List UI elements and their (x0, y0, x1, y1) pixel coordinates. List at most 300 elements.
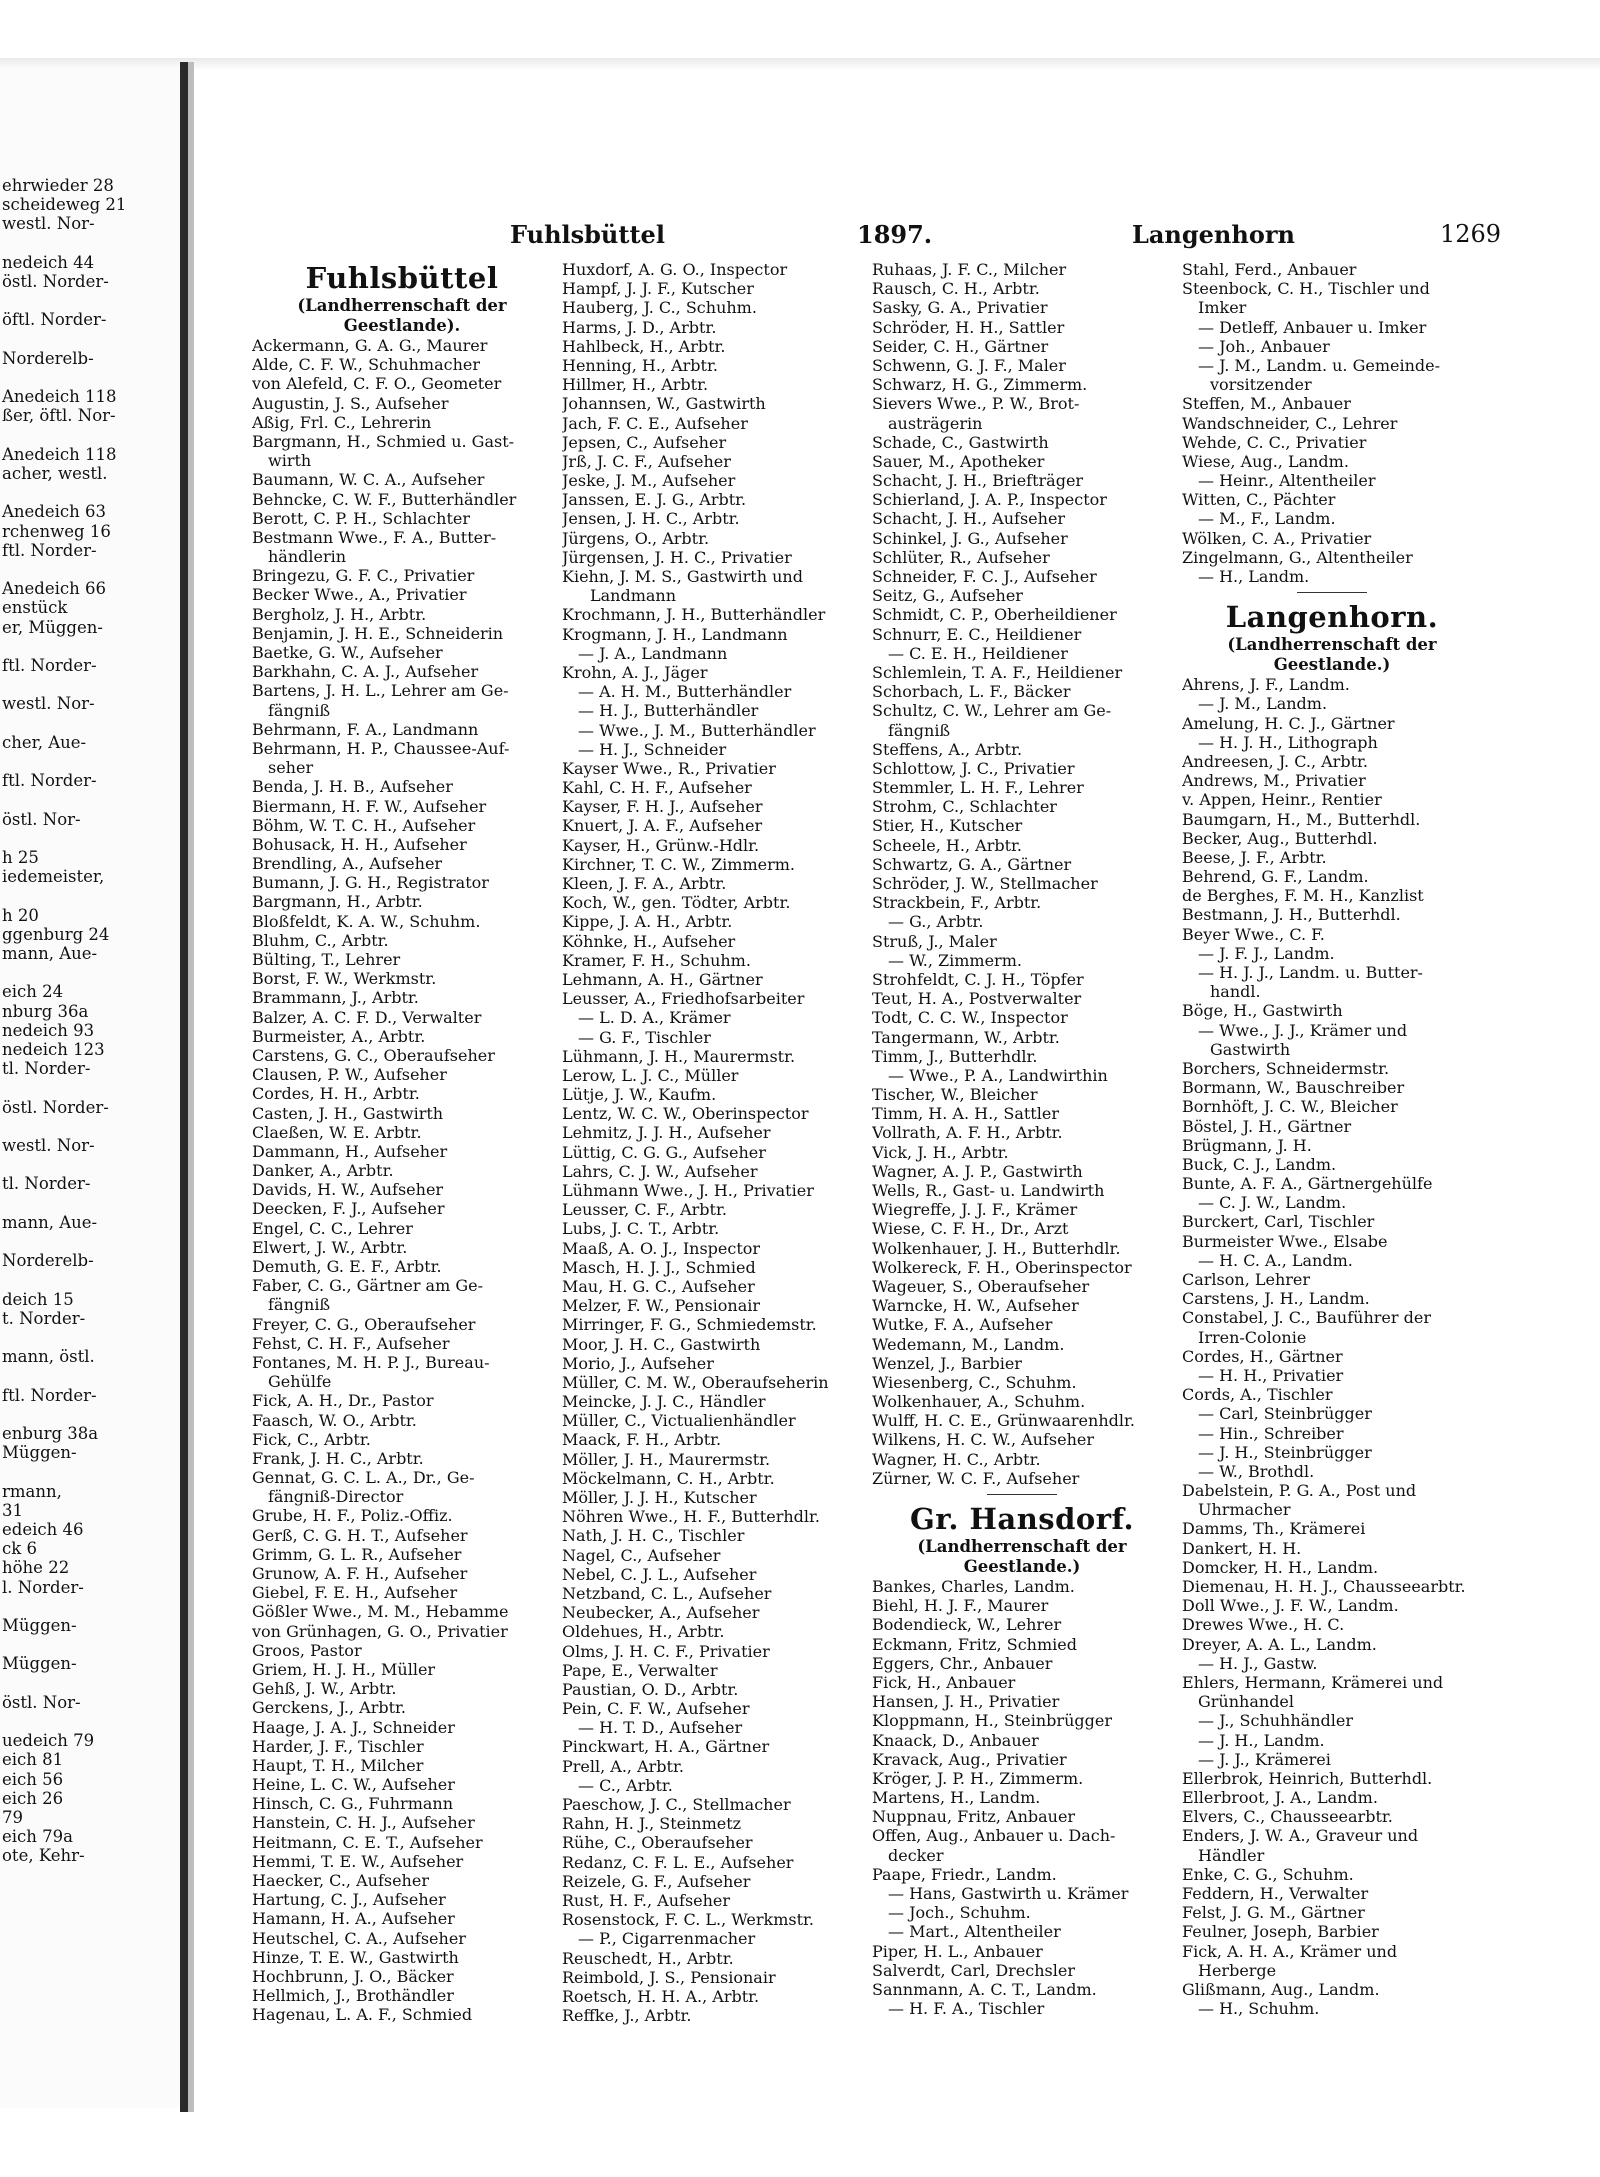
directory-entry: Bankes, Charles, Landm. (872, 1577, 1075, 1596)
directory-entry: Behrmann, F. A., Landmann (252, 719, 479, 739)
directory-entry: Paape, Friedr., Landm. (872, 1864, 1057, 1884)
directory-entry: Tangermann, W., Arbtr. (872, 1027, 1060, 1047)
directory-entry: Nuppnau, Fritz, Anbauer (872, 1807, 1076, 1827)
directory-entry-continuation: — C., Arbtr. (578, 1775, 673, 1795)
directory-entry: Kloppmann, H., Steinbrügger (872, 1711, 1112, 1731)
directory-entry: Eckmann, Fritz, Schmied (872, 1634, 1077, 1654)
directory-entry: Müller, C., Victualienhändler (562, 1411, 796, 1431)
directory-entry: Glißmann, Aug., Landm. (1182, 1979, 1380, 1999)
directory-entry: Redanz, C. F. L. E., Aufseher (562, 1852, 794, 1872)
directory-entry: Bodendieck, W., Lehrer (872, 1615, 1062, 1635)
directory-entry-continuation: — H. F. A., Tischler (888, 1999, 1045, 2019)
directory-entry-continuation: — Wwe., P. A., Landwirthin (888, 1065, 1108, 1085)
directory-entry: Schwenn, G. J. F., Maler (872, 355, 1066, 375)
directory-entry-continuation: austrägerin (888, 413, 983, 433)
directory-entry: Burmeister, A., Arbtr. (252, 1026, 426, 1046)
directory-entry: Koch, W., gen. Tödter, Arbtr. (562, 893, 791, 913)
adjacent-page-text: ftl. Norder- (2, 656, 97, 675)
directory-entry-continuation: händlerin (268, 547, 347, 567)
directory-entry: Freyer, C. G., Oberaufseher (252, 1314, 476, 1334)
directory-entry: Hanstein, C. H. J., Aufseher (252, 1813, 475, 1833)
adjacent-page-text: ftl. Norder- (2, 1385, 97, 1405)
directory-entry: Steenbock, C. H., Tischler und (1182, 279, 1430, 299)
directory-entry: Wiesenberg, C., Schuhm. (872, 1372, 1077, 1392)
directory-entry: Carstens, J. H., Landm. (1182, 1289, 1370, 1309)
directory-entry: Kiehn, J. M. S., Gastwirth und (562, 567, 803, 586)
directory-entry: Schlüter, R., Aufseher (872, 547, 1050, 567)
directory-entry: Bloßfeldt, K. A. W., Schuhm. (252, 911, 481, 931)
directory-entry-continuation: — H. H., Privatier (1198, 1365, 1344, 1385)
directory-entry: Pein, C. F. W., Aufseher (562, 1699, 750, 1719)
directory-entry-continuation: fängniß (888, 720, 951, 740)
directory-entry-continuation: — Hin., Schreiber (1198, 1423, 1344, 1443)
directory-entry: Wolkenhauer, A., Schuhm. (872, 1392, 1086, 1412)
directory-entry: Sasky, G. A., Privatier (872, 298, 1048, 318)
adjacent-page-text: öftl. Norder- (2, 310, 107, 330)
directory-entry: Fick, A. H., Dr., Pastor (252, 1391, 434, 1411)
directory-entry: Wolkenhauer, J. H., Butterhdlr. (872, 1238, 1121, 1258)
directory-entry: Leusser, C. F., Arbtr. (562, 1200, 727, 1220)
directory-entry: Bestmann, J. H., Butterhdl. (1182, 905, 1401, 925)
directory-entry-continuation: — P., Cigarrenmacher (578, 1929, 756, 1949)
directory-entry: Benjamin, J. H. E., Schneiderin (252, 623, 504, 643)
adjacent-page-fragment (0, 68, 180, 2108)
directory-entry: Fehst, C. H. F., Aufseher (252, 1333, 450, 1353)
directory-entry: Ellerbrok, Heinrich, Butterhdl. (1182, 1768, 1433, 1788)
adjacent-page-text: h 20 (2, 905, 39, 925)
directory-entry: Grunow, A. F. H., Aufseher (252, 1564, 468, 1583)
directory-entry: Engel, C. C., Lehrer (252, 1218, 413, 1238)
directory-entry: Hellmich, J., Brothändler (252, 1986, 454, 2006)
directory-entry: Eggers, Chr., Anbauer (872, 1653, 1053, 1673)
directory-entry: Burckert, Carl, Tischler (1182, 1212, 1375, 1232)
directory-entry: Prell, A., Arbtr. (562, 1756, 684, 1776)
adjacent-page-text: östl. Nor- (2, 809, 81, 829)
directory-entry: Paeschow, J. C., Stellmacher (562, 1795, 791, 1814)
directory-entry-continuation: — G., Arbtr. (888, 912, 984, 932)
directory-entry: Diemenau, H. H. J., Chausseearbtr. (1182, 1577, 1466, 1596)
adjacent-page-text: cher, Aue- (2, 732, 87, 752)
directory-entry-continuation: — J. A., Landmann (578, 643, 728, 663)
directory-entry: Schwartz, G. A., Gärtner (872, 854, 1072, 874)
directory-entry: Wiese, Aug., Landm. (1182, 451, 1349, 471)
directory-entry: Hinsch, C. G., Fuhrmann (252, 1794, 454, 1814)
directory-entry: Bergholz, J. H., Arbtr. (252, 604, 427, 624)
directory-entry: Feddern, H., Verwalter (1182, 1884, 1369, 1903)
directory-entry: Lühmann, J. H., Maurermstr. (562, 1046, 796, 1066)
directory-entry: Jeske, J. M., Aufseher (562, 471, 736, 491)
adjacent-page-text: ftl. Norder- (2, 540, 97, 560)
directory-entry: Struß, J., Maler (872, 931, 997, 951)
directory-entry: Giebel, F. E. H., Aufseher (252, 1583, 458, 1603)
directory-entry: Carlson, Lehrer (1182, 1270, 1311, 1289)
directory-column-4 (1182, 260, 1482, 2018)
directory-entry: Domcker, H. H., Landm. (1182, 1557, 1379, 1577)
directory-entry: Böhm, W. T. C. H., Aufseher (252, 815, 476, 835)
directory-entry-continuation: — Hans, Gastwirth u. Krämer (888, 1884, 1129, 1903)
directory-entry: Ahrens, J. F., Landm. (1182, 675, 1350, 695)
directory-entry-continuation: — M., F., Landm. (1198, 509, 1336, 529)
directory-entry: Cordes, H., Gärtner (1182, 1346, 1343, 1366)
directory-entry: Wagner, A. J. P., Gastwirth (872, 1161, 1083, 1181)
directory-entry-continuation: Grünhandel (1198, 1692, 1295, 1712)
directory-entry: Baumann, W. C. A., Aufseher (252, 470, 485, 490)
directory-entry: Lentz, W. C. W., Oberinspector (562, 1104, 809, 1124)
directory-entry: Janssen, E. J. G., Arbtr. (562, 490, 747, 510)
directory-entry: Todt, C. C. W., Inspector (872, 1008, 1068, 1028)
adjacent-page-text: rmann, (2, 1481, 62, 1501)
directory-entry: Maack, F. H., Arbtr. (562, 1430, 722, 1450)
directory-entry: Reimbold, J. S., Pensionair (562, 1967, 776, 1987)
directory-entry: Rosenstock, F. C. L., Werkmstr. (562, 1910, 815, 1930)
adjacent-page-text: eich 24 (2, 982, 64, 1002)
directory-entry: Elwert, J. W., Arbtr. (252, 1237, 408, 1257)
directory-entry: Bunte, A. F. A., Gärtnergehülfe (1182, 1174, 1433, 1194)
directory-entry-continuation: Gastwirth (1210, 1039, 1291, 1059)
directory-entry: de Berghes, F. M. H., Kanzlist (1182, 886, 1424, 906)
directory-entry: Mau, H. G. C., Aufseher (562, 1276, 755, 1296)
directory-entry: Jach, F. C. E., Aufseher (562, 413, 748, 433)
directory-entry: Constabel, J. C., Bauführer der (1182, 1308, 1431, 1328)
adjacent-page-text: scheideweg 21 (2, 195, 127, 215)
directory-entry-continuation: Irren-Colonie (1198, 1327, 1307, 1347)
directory-entry: Timm, J., Butterhdlr. (872, 1046, 1038, 1066)
adjacent-page-text: westl. Nor- (2, 694, 95, 714)
directory-entry: Lahrs, C. J. W., Aufseher (562, 1161, 758, 1181)
directory-entry: Huxdorf, A. G. O., Inspector (562, 260, 788, 279)
directory-entry: Seider, C. H., Gärtner (872, 336, 1049, 356)
directory-entry: v. Appen, Heinr., Rentier (1182, 790, 1382, 810)
adjacent-page-text: mann, Aue- (2, 1212, 98, 1232)
directory-entry: Möller, J. H., Maurermstr. (562, 1449, 771, 1469)
directory-entry: Morio, J., Aufseher (562, 1353, 714, 1373)
directory-entry: Schacht, J. H., Aufseher (872, 509, 1066, 529)
adjacent-page-text: iedemeister, (2, 867, 105, 887)
directory-entry: Kleen, J. F. A., Arbtr. (562, 874, 727, 893)
adjacent-page-text: mann, östl. (2, 1347, 95, 1367)
directory-entry: Cords, A., Tischler (1182, 1385, 1333, 1405)
directory-entry: Timm, H. A. H., Sattler (872, 1104, 1059, 1124)
directory-entry: Behrend, G. F., Landm. (1182, 867, 1369, 887)
directory-entry: Böge, H., Gastwirth (1182, 1001, 1343, 1021)
directory-entry: Sannmann, A. C. T., Landm. (872, 1979, 1097, 1999)
directory-entry: Schröder, J. W., Stellmacher (872, 874, 1098, 893)
directory-entry-continuation: — J., Schuhhändler (1198, 1711, 1353, 1731)
directory-entry: Schmidt, C. P., Oberheildiener (872, 605, 1117, 625)
directory-entry-continuation: — W., Zimmerm. (888, 950, 1022, 970)
adjacent-page-text: östl. Norder- (2, 1097, 109, 1117)
section-subtitle: Geestlande.) (963, 1557, 1081, 1576)
directory-entry: Martens, H., Landm. (872, 1788, 1041, 1808)
adjacent-page-text: eich 81 (2, 1750, 64, 1770)
adjacent-page-text: eich 56 (2, 1769, 64, 1789)
directory-entry-continuation: — W., Brothdl. (1198, 1461, 1315, 1481)
directory-entry: Nath, J. H. C., Tischler (562, 1526, 745, 1546)
section-subtitle: Geestlande). (343, 316, 461, 335)
directory-entry-continuation: Gehülfe (268, 1372, 332, 1392)
directory-entry: Tischer, W., Bleicher (872, 1085, 1038, 1105)
directory-entry: Amelung, H. C. J., Gärtner (1182, 713, 1395, 733)
directory-entry: Rühe, C., Oberaufseher (562, 1833, 753, 1853)
directory-entry: Rausch, C. H., Arbtr. (872, 279, 1040, 299)
adjacent-page-text: Müggen- (2, 1443, 77, 1463)
directory-entry-continuation: — C. E. H., Heildiener (888, 643, 1068, 663)
directory-entry: Jürgens, O., Arbtr. (562, 528, 710, 548)
directory-entry-continuation: seher (268, 758, 314, 778)
directory-entry: Beyer Wwe., C. F. (1182, 924, 1325, 944)
directory-entry: Böstel, J. H., Gärtner (1182, 1116, 1352, 1136)
directory-entry: Strohm, C., Schlachter (872, 797, 1057, 817)
directory-entry: Rahn, H. J., Steinmetz (562, 1814, 742, 1834)
directory-entry: Netzband, C. L., Aufseher (562, 1583, 772, 1603)
adjacent-page-text: mann, Aue- (2, 944, 98, 963)
adjacent-page-text: uedeich 79 (2, 1731, 95, 1751)
directory-entry: Zingelmann, G., Altentheiler (1182, 547, 1413, 567)
directory-entry: Hampf, J. J. F., Kutscher (562, 279, 754, 299)
directory-entry: Kayser, F. H. J., Aufseher (562, 797, 763, 817)
directory-entry: Wiese, C. F. H., Dr., Arzt (872, 1219, 1069, 1239)
directory-entry: Schlottow, J. C., Privatier (872, 758, 1075, 778)
adjacent-page-text: ck 6 (2, 1539, 37, 1559)
directory-entry-continuation: — Joh., Anbauer (1198, 336, 1330, 356)
directory-entry: Meincke, J. J. C., Händler (562, 1392, 766, 1412)
directory-column-1 (252, 260, 552, 2025)
section-title: Fuhlsbüttel (305, 261, 499, 295)
directory-entry: Melzer, F. W., Pensionair (562, 1296, 761, 1316)
directory-entry: Scheele, H., Arbtr. (872, 835, 1022, 855)
directory-entry: Kahl, C. H. F., Aufseher (562, 778, 752, 798)
directory-entry: Lütje, J. W., Kaufm. (562, 1085, 717, 1105)
directory-entry: Steffen, M., Anbauer (1182, 394, 1351, 414)
directory-entry-continuation: — Joch., Schuhm. (888, 1903, 1031, 1923)
directory-entry: Haupt, T. H., Milcher (252, 1755, 424, 1775)
directory-entry: Elvers, C., Chausseearbtr. (1182, 1807, 1393, 1827)
adjacent-page-text: ggenburg 24 (2, 924, 110, 944)
directory-entry-continuation: — Wwe., J. M., Butterhändler (578, 720, 816, 740)
directory-entry-continuation: — L. D. A., Krämer (578, 1008, 731, 1028)
directory-entry-continuation: — H., Landm. (1198, 567, 1310, 586)
directory-column-3 (872, 260, 1172, 2018)
directory-entry: Reffke, J., Arbtr. (562, 2006, 692, 2026)
directory-entry: Wölken, C. A., Privatier (1182, 528, 1372, 548)
directory-entry: Stier, H., Kutscher (872, 816, 1023, 836)
directory-entry: Schlemlein, T. A. F., Heildiener (872, 662, 1123, 682)
directory-entry: Casten, J. H., Gastwirth (252, 1103, 444, 1123)
directory-entry: Krogmann, J. H., Landmann (562, 624, 788, 644)
directory-entry: Gerß, C. G. H. T., Aufseher (252, 1525, 468, 1545)
directory-entry: Barkhahn, C. A. J., Aufseher (252, 662, 479, 682)
directory-entry: Pape, E., Verwalter (562, 1660, 718, 1680)
directory-entry: Heine, L. C. W., Aufseher (252, 1775, 455, 1795)
directory-entry: Brammann, J., Arbtr. (252, 988, 419, 1008)
directory-entry: Hochbrunn, J. O., Bäcker (252, 1966, 454, 1986)
directory-entry: Andrews, M., Privatier (1182, 771, 1366, 791)
directory-entry: Schneider, F. C. J., Aufseher (872, 567, 1097, 586)
directory-entry: Andreesen, J. C., Arbtr. (1182, 751, 1368, 771)
directory-entry: Jrß, J. C. F., Aufseher (562, 451, 731, 471)
directory-entry: Vollrath, A. F. H., Arbtr. (872, 1123, 1063, 1143)
directory-entry: Harder, J. F., Tischler (252, 1736, 424, 1756)
directory-entry: Köhnke, H., Aufseher (562, 931, 736, 951)
directory-entry: Dammann, H., Aufseher (252, 1141, 448, 1161)
directory-entry: Grube, H. F., Poliz.-Offiz. (252, 1506, 453, 1526)
directory-entry-continuation: fängniß (268, 700, 331, 720)
directory-entry: Sauer, M., Apotheker (872, 451, 1045, 471)
directory-entry: Nagel, C., Aufseher (562, 1545, 721, 1565)
directory-entry: von Grünhagen, G. O., Privatier (252, 1621, 508, 1641)
section-subtitle: (Landherrenschaft der (917, 1537, 1127, 1556)
directory-entry: Nöhren Wwe., H. F., Butterhdlr. (562, 1507, 820, 1527)
adjacent-page-text: Müggen- (2, 1654, 77, 1674)
adjacent-page-text: Müggen- (2, 1616, 77, 1635)
directory-entry-continuation: — Detleff, Anbauer u. Imker (1198, 317, 1427, 337)
directory-entry: Alde, C. F. W., Schuhmacher (252, 355, 481, 375)
running-header (252, 220, 1502, 250)
directory-entry: Mirringer, F. G., Schmiedemstr. (562, 1315, 817, 1335)
directory-entry-continuation: fängniß-Director (268, 1487, 404, 1507)
directory-entry: Enke, C. G., Schuhm. (1182, 1864, 1354, 1884)
section-title: Gr. Hansdorf. (909, 1502, 1135, 1536)
directory-entry: Faasch, W. O., Arbtr. (252, 1410, 417, 1430)
directory-entry-continuation: vorsitzender (1210, 375, 1312, 395)
directory-entry: Witten, C., Pächter (1182, 490, 1336, 510)
directory-entry-continuation: Herberge (1198, 1960, 1277, 1980)
directory-entry: Dreyer, A. A. L., Landm. (1182, 1634, 1377, 1654)
directory-entry: Griem, H. J. H., Müller (252, 1659, 436, 1679)
directory-entry: Oldehues, H., Arbtr. (562, 1622, 725, 1642)
directory-entry: Lehmitz, J. J. H., Aufseher (562, 1123, 771, 1143)
directory-entry-continuation: — J. M., Landm. (1198, 694, 1328, 714)
directory-entry: Zürner, W. C. F., Aufseher (872, 1468, 1080, 1488)
directory-entry: Bestmann Wwe., F. A., Butter- (252, 527, 497, 547)
adjacent-page-text: nburg 36a (2, 1001, 89, 1021)
directory-entry-continuation: — J. M., Landm. u. Gemeinde- (1198, 355, 1441, 375)
directory-entry: Behrmann, H. P., Chaussee-Auf- (252, 738, 510, 758)
directory-entry-continuation: — Wwe., J. J., Krämer und (1198, 1020, 1408, 1040)
directory-entry: Ehlers, Hermann, Krämerei und (1182, 1672, 1444, 1692)
directory-entry: Hagenau, L. A. F., Schmied (252, 2005, 473, 2025)
directory-entry: Grimm, G. L. R., Aufseher (252, 1544, 462, 1564)
adjacent-page-text: edeich 46 (2, 1520, 84, 1539)
directory-entry-continuation: — J. H., Landm. (1198, 1730, 1325, 1750)
directory-entry: Schorbach, L. F., Bäcker (872, 682, 1071, 702)
directory-entry-continuation: Händler (1198, 1845, 1265, 1865)
directory-entry: Wenzel, J., Barbier (872, 1353, 1022, 1373)
directory-entry: Wagner, H. C., Arbtr. (872, 1449, 1041, 1469)
directory-entry-continuation: — H. J., Butterhändler (578, 701, 759, 721)
directory-entry: Damms, Th., Krämerei (1182, 1519, 1366, 1539)
directory-entry: Hansen, J. H., Privatier (872, 1692, 1060, 1712)
directory-entry-continuation: — Mart., Altentheiler (888, 1922, 1061, 1942)
directory-entry: Steffens, A., Arbtr. (872, 739, 1023, 759)
directory-entry: Kravack, Aug., Privatier (872, 1749, 1067, 1769)
directory-entry: Möller, J. J. H., Kutscher (562, 1488, 757, 1507)
directory-entry: Dabelstein, P. G. A., Post und (1182, 1481, 1417, 1501)
directory-entry: Demuth, G. E. F., Arbtr. (252, 1257, 442, 1276)
directory-entry: Berott, C. P. H., Schlachter (252, 508, 470, 528)
directory-entry: Brügmann, J. H. (1182, 1135, 1312, 1155)
directory-entry: Frank, J. H. C., Arbtr. (252, 1448, 424, 1468)
adjacent-page-text: nedeich 93 (2, 1020, 95, 1040)
directory-entry: Benda, J. H. B., Aufseher (252, 777, 453, 797)
directory-entry: Rust, H. F., Aufseher (562, 1890, 731, 1910)
directory-entry: Bülting, T., Lehrer (252, 950, 401, 969)
directory-entry: Claeßen, W. E. Arbtr. (252, 1122, 422, 1142)
directory-column-2 (562, 260, 862, 2025)
directory-entry: Davids, H. W., Aufseher (252, 1180, 444, 1200)
adjacent-page-text: Norderelb- (2, 348, 94, 368)
directory-entry-continuation: — G. F., Tischler (578, 1027, 711, 1047)
header-left-place: Fuhlsbüttel (510, 220, 665, 249)
directory-entry-continuation: Uhrmacher (1198, 1500, 1291, 1520)
directory-entry: Biehl, H. J. F., Maurer (872, 1596, 1049, 1616)
directory-entry: Kayser, H., Grünw.-Hdlr. (562, 835, 760, 855)
directory-entry-continuation: — H. J. J., Landm. u. Butter- (1198, 963, 1423, 982)
page-number: 1269 (1440, 220, 1502, 248)
directory-entry: Hemmi, T. E. W., Aufseher (252, 1851, 464, 1871)
directory-entry: Schröder, H. H., Sattler (872, 317, 1065, 337)
directory-entry: Krohn, A. J., Jäger (562, 662, 708, 682)
adjacent-page-text: tl. Norder- (2, 1059, 91, 1079)
directory-entry: Bargmann, H., Schmied u. Gast- (252, 431, 515, 451)
adjacent-page-text: eich 79a (2, 1827, 73, 1847)
directory-entry: Bumann, J. G. H., Registrator (252, 873, 489, 893)
directory-entry-continuation: — A. H. M., Butterhändler (578, 682, 792, 702)
directory-entry: Bormann, W., Bauschreiber (1182, 1078, 1405, 1098)
directory-entry: Augustin, J. S., Aufseher (252, 393, 449, 413)
directory-entry: Jensen, J. H. C., Arbtr. (562, 509, 740, 529)
adjacent-page-text: östl. Norder- (2, 272, 109, 291)
directory-entry: Fick, C., Arbtr. (252, 1429, 371, 1449)
book-gutter-shadow (188, 62, 194, 2112)
directory-entry: Stahl, Ferd., Anbauer (1182, 260, 1357, 279)
directory-entry: Behncke, C. W. F., Butterhändler (252, 489, 517, 509)
directory-entry: Wutke, F. A., Aufseher (872, 1315, 1053, 1335)
directory-entry: von Alefeld, C. F. O., Geometer (252, 374, 502, 394)
directory-entry: Baetke, G. W., Aufseher (252, 643, 443, 662)
directory-entry: Buck, C. J., Landm. (1182, 1154, 1337, 1174)
directory-entry: Wolkereck, F. H., Oberinspector (872, 1257, 1132, 1277)
directory-entry: Danker, A., Arbtr. (252, 1161, 394, 1181)
directory-entry: Borchers, Schneidermstr. (1182, 1058, 1390, 1078)
directory-entry: Jürgensen, J. H. C., Privatier (562, 547, 792, 567)
directory-entry: Kirchner, T. C. W., Zimmerm. (562, 854, 796, 874)
directory-entry: Hinze, T. E. W., Gastwirth (252, 1947, 459, 1967)
directory-entry: Paustian, O. D., Arbtr. (562, 1679, 739, 1699)
directory-entry: Gößler Wwe., M. M., Hebamme (252, 1602, 509, 1622)
directory-entry: Dankert, H. H. (1182, 1538, 1302, 1558)
directory-entry: Lehmann, A. H., Gärtner (562, 969, 763, 989)
directory-entry: Johannsen, W., Gastwirth (562, 394, 766, 414)
directory-entry: Schnurr, E. C., Heildiener (872, 624, 1082, 644)
section-subtitle: Geestlande.) (1273, 655, 1391, 675)
adjacent-page-text: Anedeich 63 (2, 502, 107, 522)
header-year: 1897. (857, 220, 933, 249)
directory-entry: Seitz, G., Aufseher (872, 586, 1023, 606)
adjacent-page-text: Norderelb- (2, 1251, 94, 1271)
directory-entry: Teut, H. A., Postverwalter (872, 989, 1082, 1009)
adjacent-page-text: h 25 (2, 848, 39, 867)
section-subtitle: (Landherrenschaft der (297, 296, 507, 315)
directory-entry: Ellerbroot, J. A., Landm. (1182, 1788, 1378, 1808)
adjacent-page-text: rchenweg 16 (2, 521, 111, 541)
directory-entry-continuation: — H. J. H., Lithograph (1198, 732, 1378, 752)
directory-entry: Reuschedt, H., Arbtr. (562, 1948, 734, 1968)
directory-entry: Wehde, C. C., Privatier (1182, 432, 1367, 452)
directory-entry: Fick, H., Anbauer (872, 1672, 1016, 1692)
directory-entry: Fick, A. H. A., Krämer und (1182, 1941, 1398, 1961)
adjacent-page-text: westl. Nor- (2, 214, 95, 234)
